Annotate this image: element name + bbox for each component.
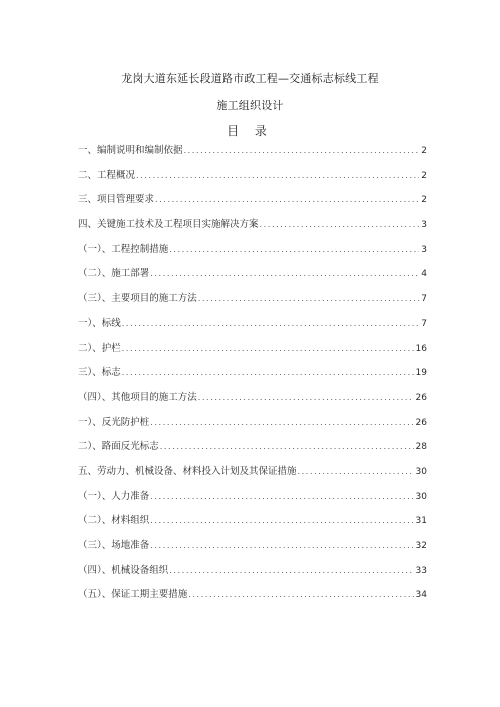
toc-entry[interactable] (78, 490, 427, 515)
toc-entry-label: 一）、反光防护桩 (78, 416, 150, 428)
toc-dot-leader (150, 539, 413, 553)
toc-dot-leader (122, 366, 414, 380)
toc-entry[interactable] (78, 169, 427, 194)
toc-entry-page-number: 26 (415, 392, 427, 403)
toc-entry[interactable] (78, 588, 427, 613)
toc-dot-leader (150, 514, 413, 528)
toc-entry-label: （一）、人力准备 (78, 490, 150, 502)
toc-heading: 目 录 (227, 124, 273, 138)
toc-entry-page-number: 19 (415, 368, 427, 379)
toc-entry[interactable] (78, 243, 427, 268)
toc-entry[interactable] (78, 564, 427, 589)
toc-entry-label: 四、关键施工技术及工程项目实施解决方案 (78, 219, 259, 231)
toc-entry[interactable] (78, 539, 427, 564)
toc-entry[interactable] (78, 342, 427, 367)
toc-entry[interactable] (78, 317, 427, 342)
toc-entry[interactable] (78, 514, 427, 539)
toc-entry-label: （一）、工程控制措施 (78, 243, 169, 255)
toc-entry[interactable] (78, 267, 427, 292)
toc-entry-page-number: 30 (415, 491, 427, 502)
toc-entry-page-number: 2 (421, 195, 427, 206)
toc-entry-label: 一、编制说明和编制依据 (78, 145, 183, 156)
toc-dot-leader (150, 416, 413, 430)
toc-dot-leader (169, 243, 419, 257)
toc-dot-leader (122, 342, 414, 356)
toc-dot-leader (198, 391, 414, 405)
toc-entry-label: 一）、标线 (78, 317, 121, 329)
toc-dot-leader (122, 317, 420, 331)
toc-entry-label: （二）、施工部署 (78, 268, 150, 280)
toc-entry-label: 二）、路面反光标志 (78, 441, 159, 453)
table-of-contents (78, 144, 427, 613)
toc-dot-leader (188, 588, 413, 602)
toc-entry-page-number: 32 (415, 541, 427, 551)
document-title: 龙岗大道东延长段道路市政工程—交通标志标线工程 (121, 72, 379, 85)
toc-entry-label: 三）、标志 (78, 367, 121, 379)
toc-entry-page-number: 2 (421, 170, 427, 181)
toc-dot-leader (169, 564, 413, 578)
toc-dot-leader (198, 292, 420, 306)
toc-dot-leader (260, 218, 420, 232)
toc-dot-leader (150, 267, 419, 281)
toc-entry-page-number: 30 (415, 466, 427, 477)
toc-entry[interactable] (78, 416, 427, 441)
toc-entry-page-number: 16 (415, 343, 427, 354)
toc-entry-page-number: 7 (421, 294, 427, 305)
toc-entry-label: （三）、场地准备 (78, 540, 150, 551)
toc-entry-label: 二）、护栏 (78, 342, 121, 354)
toc-entry[interactable] (78, 193, 427, 218)
toc-entry-page-number: 26 (415, 417, 427, 428)
toc-dot-leader (155, 193, 419, 207)
toc-dot-leader (150, 490, 413, 504)
toc-entry-page-number: 2 (421, 146, 427, 156)
toc-dot-leader (298, 465, 414, 479)
document-subtitle: 施工组织设计 (216, 99, 284, 112)
toc-entry-page-number: 31 (415, 516, 427, 527)
toc-entry-label: （四）、机械设备组织 (78, 564, 169, 576)
toc-entry[interactable] (78, 144, 427, 169)
toc-dot-leader (184, 144, 420, 158)
toc-dot-leader (160, 440, 414, 454)
toc-entry-page-number: 28 (415, 442, 427, 453)
toc-entry[interactable] (78, 366, 427, 391)
toc-entry-page-number: 33 (415, 565, 427, 576)
toc-entry-page-number: 34 (415, 590, 427, 601)
toc-entry[interactable] (78, 391, 427, 416)
toc-entry[interactable] (78, 440, 427, 465)
toc-entry-label: （四）、其他项目的施工方法 (78, 391, 197, 403)
toc-entry[interactable] (78, 465, 427, 490)
toc-entry-page-number: 3 (421, 244, 427, 255)
toc-entry-label: 五、劳动力、机械设备、材料投入计划及其保证措施 (78, 465, 297, 477)
toc-entry[interactable] (78, 218, 427, 243)
toc-entry-label: （三）、主要项目的施工方法 (78, 293, 197, 305)
toc-entry-label: （二）、材料组织 (78, 515, 150, 527)
toc-entry-page-number: 4 (421, 269, 427, 280)
toc-entry-page-number: 7 (421, 318, 427, 329)
toc-entry-page-number: 3 (421, 220, 427, 231)
toc-entry-label: 二、工程概况 (78, 169, 136, 181)
toc-entry[interactable] (78, 292, 427, 317)
toc-entry-label: 三、项目管理要求 (78, 194, 155, 206)
toc-entry-label: （五）、保证工期主要措施 (78, 589, 188, 601)
toc-dot-leader (136, 169, 419, 183)
